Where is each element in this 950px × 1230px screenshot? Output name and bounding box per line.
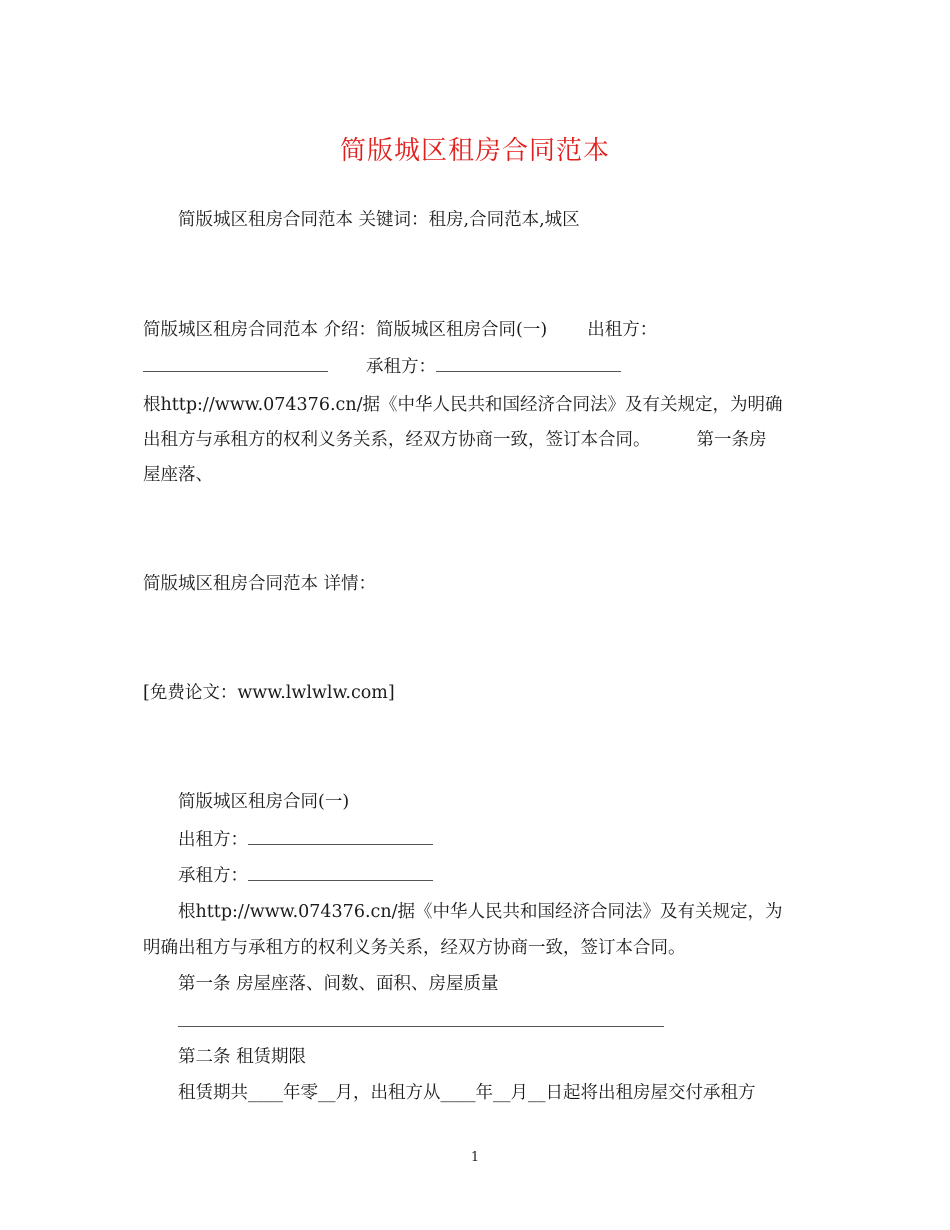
article-1-blank-line [178,1026,664,1027]
contract-heading: 简版城区租房合同(一) [178,792,350,812]
contract-basis-line-2: 明确出租方与承租方的权利义务关系，经双方协商一致，签订本合同。 [143,938,686,958]
contract-lessor-line [178,826,433,853]
lease-term-line: 租赁期共____年零__月，出租方从____年__月__日起将出租房屋交付承租方 [178,1083,756,1103]
contract-lessor-label: 出租方： [178,830,248,850]
details-label: 简版城区租房合同范本 详情： [143,574,377,594]
intro-lessee-blank [436,353,621,372]
intro-body-line-2 [143,427,767,453]
intro-line-2 [143,353,621,380]
intro-body-line-2a: 出租方与承租方的权利义务关系，经双方协商一致，签订本合同。 [143,430,651,450]
free-paper-line: [免费论文：www.lwlwlw.com] [143,683,395,703]
intro-lessor-label: 出租方： [587,320,658,340]
intro-body-line-1: 根http://www.074376.cn/据《中华人民共和国经济合同法》及有关规定，为明确 [143,395,783,415]
intro-lessee-label: 承租方： [366,357,436,377]
article-1: 第一条 房屋座落、间数、面积、房屋质量 [178,974,499,994]
article-2: 第二条 租赁期限 [178,1047,307,1067]
page-number: 1 [470,1150,480,1165]
contract-lessor-blank [248,826,433,845]
keywords-line: 简版城区租房合同范本 关键词：租房,合同范本,城区 [178,210,580,230]
contract-lessee-blank [248,862,433,881]
intro-body-line-2b: 第一条房 [696,430,767,450]
contract-basis-line-1: 根http://www.074376.cn/据《中华人民共和国经济合同法》及有关规定，为 [178,902,783,922]
contract-lessee-label: 承租方： [178,866,248,886]
intro-line-1 [143,317,657,343]
intro-body-line-3: 屋座落、 [143,465,213,485]
intro-lessor-blank [143,353,328,372]
contract-lessee-line [178,862,433,889]
intro-lead: 简版城区租房合同范本 介绍：简版城区租房合同(一) [143,320,548,340]
document-title: 简版城区租房合同范本 [339,136,610,166]
